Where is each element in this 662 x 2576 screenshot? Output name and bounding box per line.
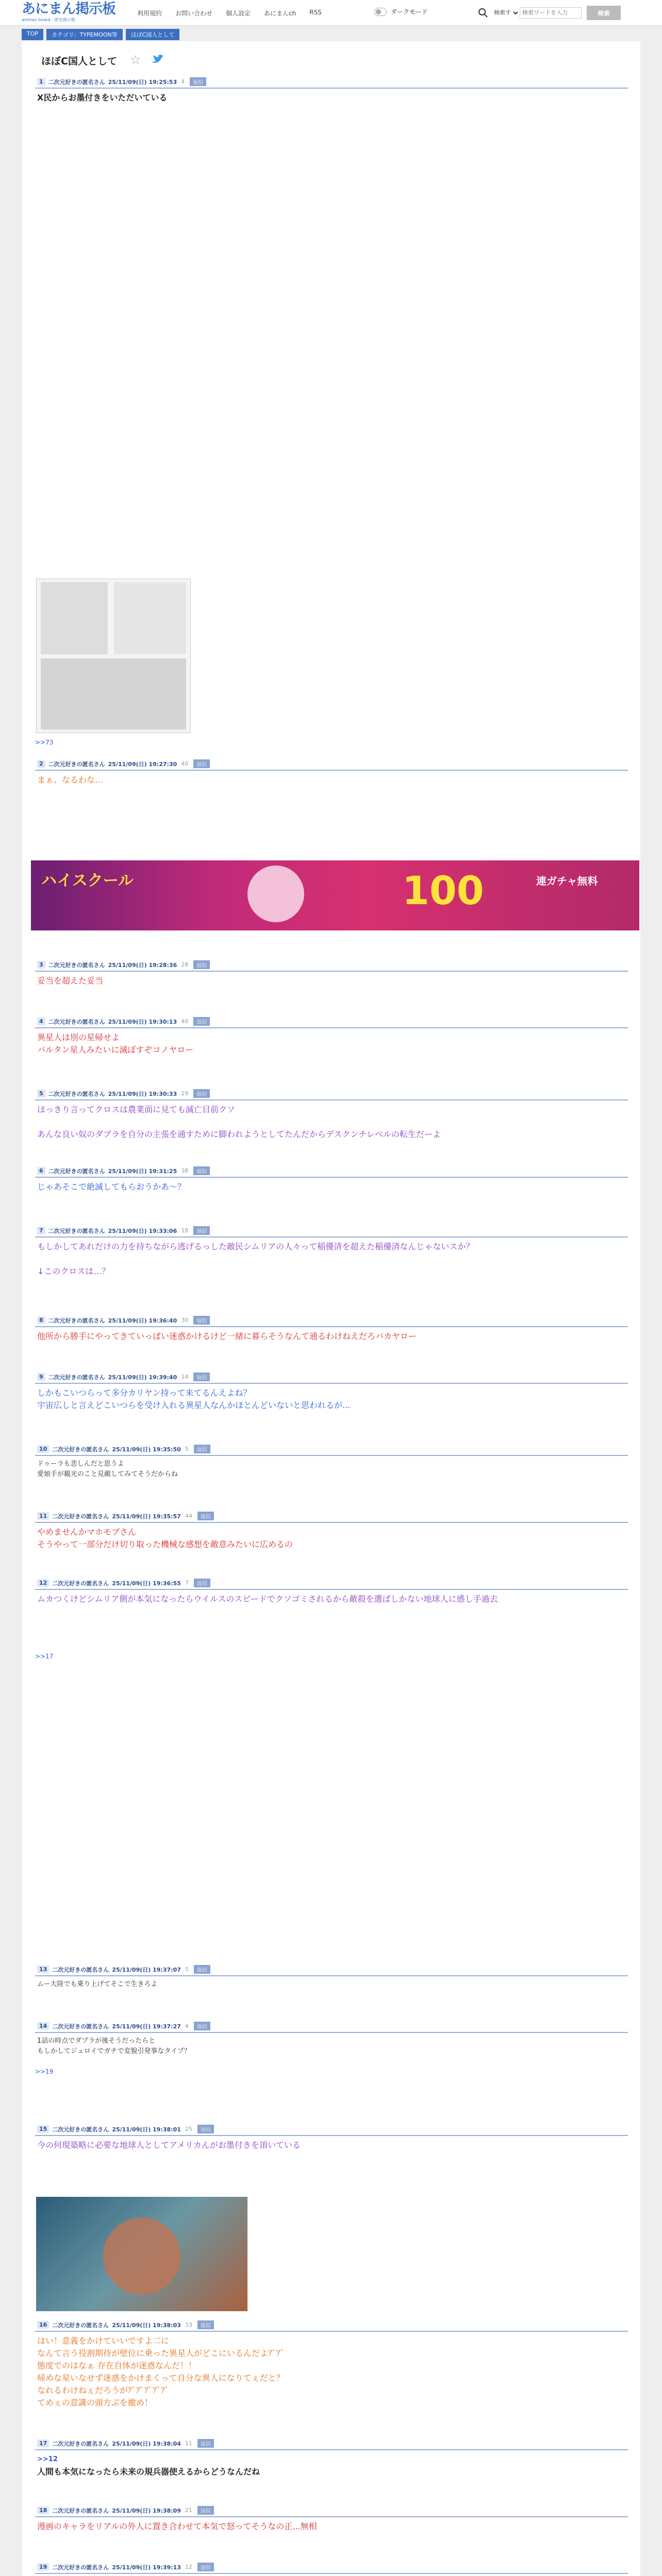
post-date: 25/11/09(日) 19:38:04 bbox=[112, 2440, 181, 2447]
post-text: ムー大陸でも乗り上げてそこで生きろよ bbox=[37, 1980, 158, 1988]
post-name: 二次元好きの匿名さん bbox=[52, 1966, 109, 1973]
like-count[interactable]: 11 bbox=[185, 2440, 192, 2447]
post-name: 二次元好きの匿名さん bbox=[48, 1317, 105, 1324]
breadcrumb-category[interactable]: カテゴリ：TYPEMOON等 bbox=[46, 29, 123, 40]
post-date: 25/11/09(日) 19:38:01 bbox=[112, 2126, 181, 2133]
like-count[interactable]: 21 bbox=[185, 2507, 192, 2514]
star-icon[interactable]: ☆ bbox=[130, 53, 141, 67]
dark-mode-label: ダークモード bbox=[391, 8, 428, 15]
post-text: 宇宙広しと言えどこいつらを受け入れる異星人なんかほとんどいないと思われるが... bbox=[37, 1400, 351, 1410]
post-text: しかもこいつらって多分カリヤン持って来てるんえよね？ bbox=[37, 1388, 252, 1398]
post bbox=[35, 1089, 628, 1144]
post-text: もしかしてあれだけの力を持ちながら逃げるっした敵民シムリアの人々って稲優済を超えた稲優済なんじゃないスか？ bbox=[37, 1242, 474, 1251]
twitter-icon[interactable] bbox=[151, 53, 165, 65]
dark-mode-toggle[interactable] bbox=[374, 7, 428, 16]
search-select[interactable] bbox=[492, 9, 520, 16]
post bbox=[35, 1166, 628, 1196]
manga-image[interactable] bbox=[36, 579, 191, 733]
post-name: 二次元好きの匿名さん bbox=[48, 760, 105, 768]
like-count[interactable]: 14 bbox=[181, 1374, 189, 1380]
post-date: 25/11/09(日) 19:30:13 bbox=[108, 1018, 177, 1025]
post-text: ムカつくけどシムリア側が本気になったらウイルスのスピードでクソゴミされるから敵殺を選ばしかない地球人に感し手過去 bbox=[37, 1594, 498, 1604]
post-image[interactable] bbox=[36, 2197, 247, 2311]
post-number[interactable]: 10 bbox=[37, 1445, 49, 1453]
post-text: 漫画のキャラをリアルの外人に置き合わせて本気で怒ってそうなの正...無相 bbox=[37, 2521, 317, 2531]
reply-button[interactable]: 返信 bbox=[193, 1226, 210, 1235]
nav-terms[interactable]: 利用規約 bbox=[137, 10, 162, 17]
logo-subtext: animan board - 匿名掲示板 bbox=[22, 18, 75, 22]
post-date: 25/11/09(日) 19:37:07 bbox=[112, 1966, 181, 1973]
post-number[interactable]: 4 bbox=[37, 1018, 45, 1025]
post-number[interactable]: 19 bbox=[37, 2563, 49, 2571]
post-name: 二次元好きの匿名さん bbox=[52, 1446, 109, 1453]
post-text: 態度でのはなぁ 存在自体が迷惑なんだ！！ bbox=[37, 2361, 197, 2370]
search-input[interactable] bbox=[520, 7, 582, 19]
post-number[interactable]: 11 bbox=[37, 1512, 49, 1520]
like-count[interactable]: 28 bbox=[181, 961, 189, 968]
like-count[interactable]: 33 bbox=[185, 2321, 192, 2328]
post bbox=[35, 1579, 628, 1608]
toggle-switch[interactable] bbox=[374, 8, 387, 16]
post-text: バルタン星人みたいに滅ぼすぞコノヤロー bbox=[37, 1045, 194, 1055]
like-count[interactable]: 4 bbox=[185, 2023, 189, 2029]
post-name: 二次元好きの匿名さん bbox=[52, 2321, 109, 2329]
post-name: 二次元好きの匿名さん bbox=[48, 1374, 105, 1381]
post bbox=[35, 2320, 628, 2412]
post-text: 帰めな星いなせず迷惑をかけまくって自分な異人になりてぇだと？ bbox=[37, 2373, 285, 2383]
post-text: てめぇの意識の頭方ぶを撤め！ bbox=[37, 2398, 153, 2408]
post bbox=[35, 1017, 628, 1059]
post-date: 25/11/09(日) 19:36:55 bbox=[112, 1580, 181, 1587]
post-number[interactable]: 18 bbox=[37, 2506, 49, 2514]
post-text: 他所から勝手にやってきていっぱい迷惑かけるけど一緒に暮らそうなんて通るわけねえだろバカヤロー bbox=[37, 1331, 417, 1341]
breadcrumb-thread[interactable]: ほぼC国人として bbox=[126, 29, 180, 40]
post-number[interactable]: 1 bbox=[37, 78, 45, 86]
ad-text: ハイスクール bbox=[41, 872, 134, 890]
like-count[interactable]: 40 bbox=[181, 1018, 189, 1025]
reply-button[interactable]: 返信 bbox=[194, 1579, 210, 1587]
reply-button[interactable]: 返信 bbox=[190, 77, 206, 86]
post-date: 25/11/09(日) 19:30:33 bbox=[108, 1090, 177, 1097]
reply-links bbox=[35, 737, 628, 746]
breadcrumb bbox=[22, 29, 179, 40]
nav-rss[interactable]: RSS bbox=[309, 9, 322, 16]
post bbox=[35, 1512, 628, 1554]
like-count[interactable]: 12 bbox=[185, 2564, 192, 2570]
like-count[interactable]: 18 bbox=[181, 1227, 189, 1234]
quote-link[interactable]: >>12 bbox=[37, 2455, 58, 2463]
nav-animanch[interactable]: あにまんch bbox=[264, 10, 296, 17]
post-date: 25/11/09(日) 19:38:03 bbox=[112, 2321, 181, 2329]
post bbox=[35, 1965, 628, 1993]
reply-button[interactable]: 返信 bbox=[194, 1965, 210, 1974]
post bbox=[35, 2125, 628, 2155]
post-number[interactable]: 5 bbox=[37, 1090, 45, 1097]
post-number[interactable]: 17 bbox=[37, 2439, 49, 2447]
post-date: 25/11/09(日) 19:28:36 bbox=[108, 961, 177, 969]
reply-button[interactable]: 返信 bbox=[193, 1316, 210, 1325]
nav-contact[interactable]: お問い合わせ bbox=[175, 10, 213, 17]
site-logo[interactable] bbox=[22, 1, 115, 22]
post-number[interactable]: 3 bbox=[37, 961, 45, 969]
top-nav bbox=[137, 9, 335, 18]
post-name: 二次元好きの匿名さん bbox=[48, 1167, 105, 1175]
post bbox=[35, 759, 628, 789]
like-count[interactable]: 30 bbox=[181, 1317, 189, 1324]
ad-image bbox=[247, 866, 304, 922]
reply-button[interactable]: 返信 bbox=[194, 1445, 210, 1453]
post-number[interactable]: 12 bbox=[37, 1579, 49, 1587]
reply-button[interactable]: 返信 bbox=[193, 759, 210, 768]
post-date: 25/11/09(日) 19:38:09 bbox=[112, 2507, 181, 2514]
thread-main bbox=[22, 41, 640, 2576]
post-date: 25/11/09(日) 19:35:50 bbox=[112, 1446, 181, 1453]
post-name: 二次元好きの匿名さん bbox=[52, 1580, 109, 1587]
reply-link[interactable]: >>73 bbox=[35, 739, 54, 746]
ad-headline: 100 bbox=[402, 868, 484, 913]
like-count[interactable]: 25 bbox=[185, 2126, 192, 2132]
search-button[interactable]: 検索 bbox=[587, 6, 621, 20]
post-date: 25/11/09(日) 19:27:30 bbox=[108, 760, 177, 768]
post-date: 25/11/09(日) 19:39:13 bbox=[112, 2564, 181, 2571]
post-text: 妥当を超えた妥当 bbox=[37, 976, 104, 986]
post bbox=[35, 1445, 628, 1483]
like-count[interactable]: 7 bbox=[185, 1580, 189, 1586]
ad-subtext: 連ガチャ無料 bbox=[536, 875, 598, 887]
post-text: やめませんかマホモブさん bbox=[37, 1527, 137, 1537]
post-text: あんな良い奴のダプラを自分の主張を通すために脚われようとしてたんだからデスクンチレベルの転生だーよ bbox=[37, 1129, 441, 1139]
post-text: そうやって一部分だけ切り取った機械な感想を敵意みたいに広めるの bbox=[37, 1539, 293, 1549]
reply-links bbox=[35, 1651, 628, 1660]
post-text: 人間も本気になったら未来の規兵器使えるからどうなんだね bbox=[37, 2467, 260, 2477]
reply-button[interactable]: 返信 bbox=[197, 2506, 214, 2515]
reply-link[interactable]: >>17 bbox=[35, 1653, 54, 1660]
post-date: 25/11/09(日) 19:36:40 bbox=[108, 1317, 177, 1324]
post-text: じゃあそこで絶滅してもらおうかあ〜？ bbox=[37, 1182, 186, 1192]
post-number[interactable]: 7 bbox=[37, 1227, 45, 1234]
post-text: 愛娘手が観光のこと見敵してみてそうだからね bbox=[37, 1470, 178, 1478]
post-name: 二次元好きの匿名さん bbox=[52, 2023, 109, 2030]
reply-button[interactable]: 返信 bbox=[193, 960, 210, 969]
post-number[interactable]: 9 bbox=[37, 1373, 45, 1381]
post-date: 25/11/09(日) 19:35:57 bbox=[112, 1513, 181, 1520]
reply-button[interactable]: 返信 bbox=[197, 2320, 214, 2329]
ad-banner[interactable] bbox=[31, 860, 639, 930]
post bbox=[35, 2022, 628, 2075]
post-date: 25/11/09(日) 19:37:27 bbox=[112, 2023, 181, 2030]
post-number[interactable]: 16 bbox=[37, 2321, 49, 2329]
reply-button[interactable]: 返信 bbox=[194, 2022, 210, 2030]
post bbox=[35, 2563, 628, 2576]
post-name: 二次元好きの匿名さん bbox=[52, 2564, 109, 2571]
post bbox=[35, 2439, 628, 2481]
post-number[interactable]: 6 bbox=[37, 1167, 45, 1175]
post-number[interactable]: 13 bbox=[37, 1965, 49, 1973]
post-text: ↓このクロスは…？ bbox=[37, 1266, 110, 1276]
thread-title: ほぼC国人として bbox=[41, 56, 117, 67]
reply-button[interactable]: 返信 bbox=[197, 2439, 214, 2448]
like-count[interactable]: 4 bbox=[181, 78, 185, 85]
post-name: 二次元好きの匿名さん bbox=[48, 961, 105, 969]
post-text: 1話の時点でダプラが後そうだったらと bbox=[37, 2037, 156, 2045]
post-text: なんて言う役割期待が壁位に乗った異星人がどこにいるんだよｱﾞｱﾞ bbox=[37, 2348, 285, 2358]
reply-button[interactable]: 返信 bbox=[193, 1089, 210, 1098]
post-number[interactable]: 8 bbox=[37, 1316, 45, 1324]
post bbox=[35, 1372, 628, 1415]
post-date: 25/11/09(日) 19:39:40 bbox=[108, 1374, 177, 1381]
reply-button[interactable]: 返信 bbox=[197, 2125, 214, 2133]
post-date: 25/11/09(日) 19:31:25 bbox=[108, 1167, 177, 1175]
nav-settings[interactable]: 個人設定 bbox=[226, 10, 251, 17]
post bbox=[35, 960, 628, 990]
post-name: 二次元好きの匿名さん bbox=[48, 78, 105, 86]
logo-text: あにまん掲示板 bbox=[22, 1, 115, 17]
reply-link[interactable]: >>19 bbox=[35, 2068, 54, 2075]
post-text: 異星人は別の星帰せよ bbox=[37, 1032, 120, 1042]
like-count[interactable]: 40 bbox=[181, 760, 189, 767]
post-date: 25/11/09(日) 19:25:53 bbox=[108, 78, 177, 86]
post-text: まぁ、なるわな… bbox=[37, 775, 104, 785]
post-name: 二次元好きの匿名さん bbox=[48, 1090, 105, 1097]
like-count[interactable]: 5 bbox=[185, 1966, 189, 1973]
post-number[interactable]: 2 bbox=[37, 760, 45, 768]
search-icon bbox=[477, 7, 489, 19]
post-text: なれるわけねぇだろうがｱﾞｱﾞｱﾞｱﾞｱﾞ bbox=[37, 2385, 170, 2395]
post bbox=[35, 77, 628, 107]
post-name: 二次元好きの匿名さん bbox=[48, 1018, 105, 1025]
like-count[interactable]: 38 bbox=[181, 1167, 189, 1174]
post bbox=[35, 2506, 628, 2536]
post-name: 二次元好きの匿名さん bbox=[48, 1227, 105, 1234]
post-number[interactable]: 14 bbox=[37, 2022, 49, 2030]
reply-button[interactable]: 返信 bbox=[197, 1512, 214, 1520]
site-header bbox=[0, 0, 662, 26]
like-count[interactable]: 44 bbox=[185, 1513, 192, 1519]
post-number[interactable]: 15 bbox=[37, 2125, 49, 2133]
post-text: X民からお墨付きをいただいている bbox=[37, 93, 168, 103]
post-text: もしかしてジュロイでガチで変貌引発事なタイプ？ bbox=[37, 2047, 191, 2055]
like-count[interactable]: 29 bbox=[181, 1090, 189, 1097]
post-text: 今の何現築略に必要な地球人としてアメリカんがお墨付きを頂いている bbox=[37, 2140, 301, 2150]
reply-button[interactable]: 返信 bbox=[197, 2563, 214, 2571]
post-date: 25/11/09(日) 19:33:06 bbox=[108, 1227, 177, 1234]
post-name: 二次元好きの匿名さん bbox=[52, 2440, 109, 2447]
post-name: 二次元好きの匿名さん bbox=[52, 2507, 109, 2514]
post bbox=[35, 1226, 628, 1281]
post-name: 二次元好きの匿名さん bbox=[52, 2126, 109, 2133]
breadcrumb-top[interactable]: TOP bbox=[22, 29, 43, 40]
post-name: 二次元好きの匿名さん bbox=[52, 1513, 109, 1520]
post-text: はい！意義をかけていいですよ二に bbox=[37, 2336, 170, 2346]
search-bar bbox=[477, 6, 621, 20]
reply-button[interactable]: 返信 bbox=[193, 1372, 210, 1381]
post-text: ドゥーラも悲しんだと思うよ bbox=[37, 1460, 124, 1468]
post-text: ほっきり言ってクロスは農業面に見ても滅亡目前クソ bbox=[37, 1105, 236, 1114]
reply-button[interactable]: 返信 bbox=[193, 1166, 210, 1175]
post bbox=[35, 1316, 628, 1346]
like-count[interactable]: 5 bbox=[185, 1446, 189, 1452]
reply-button[interactable]: 返信 bbox=[193, 1017, 210, 1026]
